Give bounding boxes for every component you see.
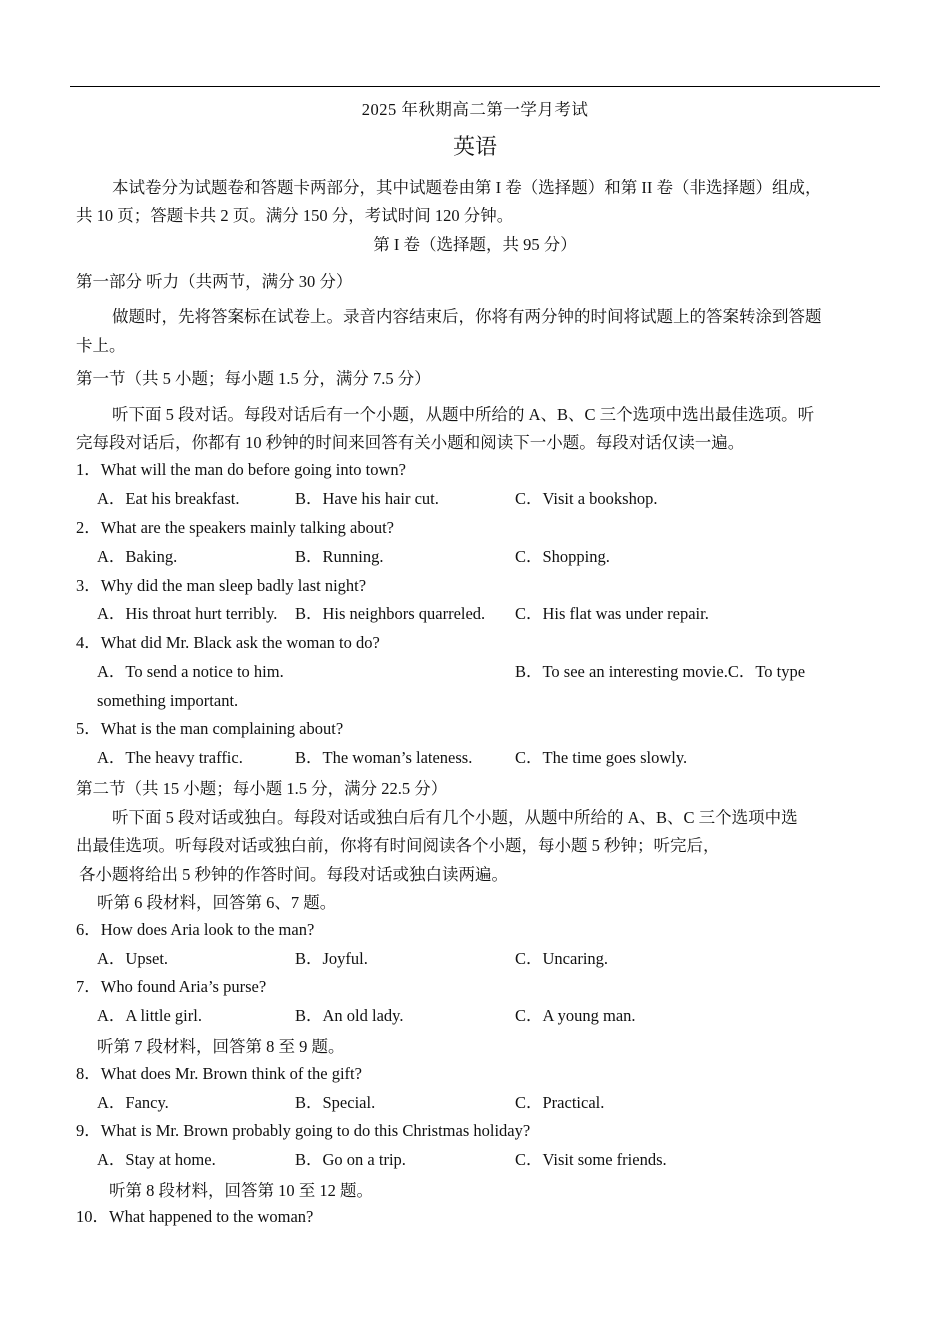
question-8-option-b: B．Special. [295, 1093, 376, 1112]
question-4-option-bc: B．To see an interesting movie.C．To type [515, 662, 806, 681]
part1-instruction-2: 卡上。 [76, 336, 126, 355]
question-9-option-a: A．Stay at home. [97, 1150, 216, 1169]
section1-instruction-2: 完每段对话后，你都有 10 秒钟的时间来回答有关小题和阅读下一小题。每段对话仅读一遍。 [76, 433, 745, 452]
question-1-option-c: C．Visit a bookshop. [515, 489, 658, 508]
section2-heading: 第二节（共 15 小题；每小题 1.5 分，满分 22.5 分） [76, 779, 448, 798]
question-9-option-c: C．Visit some friends. [515, 1150, 667, 1169]
question-5-option-c: C．The time goes slowly. [515, 748, 688, 767]
subject-title: 英语 [452, 134, 497, 159]
section1-heading: 第一节（共 5 小题；每小题 1.5 分，满分 7.5 分） [76, 369, 431, 388]
question-3-option-b: B．His neighbors quarreled. [295, 604, 486, 623]
question-2-option-c: C．Shopping. [515, 547, 610, 566]
question-8-stem: 8．What does Mr. Brown think of the gift? [76, 1064, 362, 1083]
question-5-stem: 5．What is the man complaining about? [76, 719, 344, 738]
material-6-note: 听第 6 段材料，回答第 6、7 题。 [97, 893, 337, 912]
question-7-stem: 7．Who found Aria’s purse? [76, 977, 267, 996]
section2-instruction-3: 各小题将给出 5 秒钟的作答时间。每段对话或独白读两遍。 [79, 865, 508, 884]
question-2-option-a: A．Baking. [97, 547, 178, 566]
question-9-option-b: B．Go on a trip. [295, 1150, 406, 1169]
question-6-option-a: A．Upset. [97, 949, 169, 968]
section1-instruction-1: 听下面 5 段对话。每段对话后有一个小题，从题中所给的 A、B、C 三个选项中选出最佳选项。听 [112, 405, 815, 424]
question-6-stem: 6．How does Aria look to the man? [76, 920, 315, 939]
question-4-option-continued: something important. [97, 691, 239, 710]
section2-instruction-2: 出最佳选项。听每段对话或独白前，你将有时间阅读各个小题，每小题 5 秒钟；听完后， [76, 836, 720, 855]
question-1-stem: 1．What will the man do before going into town? [76, 460, 406, 479]
question-3-option-c: C．His flat was under repair. [515, 604, 709, 623]
question-8-option-c: C．Practical. [515, 1093, 605, 1112]
question-2-option-b: B．Running. [295, 547, 384, 566]
question-9-stem: 9．What is Mr. Brown probably going to do this Christmas holiday? [76, 1121, 531, 1140]
question-8-option-a: A．Fancy. [97, 1093, 169, 1112]
intro-line-1: 本试卷分为试题卷和答题卡两部分，其中试题卷由第 I 卷（选择题）和第 II 卷（非选择题）组成， [112, 178, 822, 197]
question-4-stem: 4．What did Mr. Black ask the woman to do? [76, 633, 380, 652]
material-8-note: 听第 8 段材料，回答第 10 至 12 题。 [109, 1181, 373, 1200]
question-7-option-a: A．A little girl. [97, 1006, 202, 1025]
section2-instruction-1: 听下面 5 段对话或独白。每段对话或独白后有几个小题，从题中所给的 A、B、C 三个选项中选 [112, 808, 798, 827]
question-5-option-a: A．The heavy traffic. [97, 748, 243, 767]
volume-heading: 第 I 卷（选择题，共 95 分） [373, 235, 577, 254]
question-3-option-a: A．His throat hurt terribly. [97, 604, 278, 623]
exam-title: 2025 年秋期高二第一学月考试 [361, 100, 589, 119]
part1-instruction-1: 做题时，先将答案标在试卷上。录音内容结束后，你将有两分钟的时间将试题上的答案转涂到答题 [112, 307, 822, 326]
question-6-option-b: B．Joyful. [295, 949, 368, 968]
question-7-option-c: C．A young man. [515, 1006, 636, 1025]
question-2-stem: 2．What are the speakers mainly talking about? [76, 518, 394, 537]
question-5-option-b: B．The woman’s lateness. [295, 748, 473, 767]
part1-heading: 第一部分 听力（共两节，满分 30 分） [76, 272, 353, 291]
question-6-option-c: C．Uncaring. [515, 949, 609, 968]
question-1-option-a: A．Eat his breakfast. [97, 489, 240, 508]
question-1-option-b: B．Have his hair cut. [295, 489, 439, 508]
question-10-stem: 10．What happened to the woman? [76, 1207, 314, 1226]
question-4-option-a: A．To send a notice to him. [97, 662, 284, 681]
intro-line-2: 共 10 页；答题卡共 2 页。满分 150 分，考试时间 120 分钟。 [76, 206, 514, 225]
question-3-stem: 3．Why did the man sleep badly last night? [76, 576, 367, 595]
material-7-note: 听第 7 段材料，回答第 8 至 9 题。 [97, 1037, 345, 1056]
header-rule [70, 86, 880, 87]
question-7-option-b: B．An old lady. [295, 1006, 404, 1025]
